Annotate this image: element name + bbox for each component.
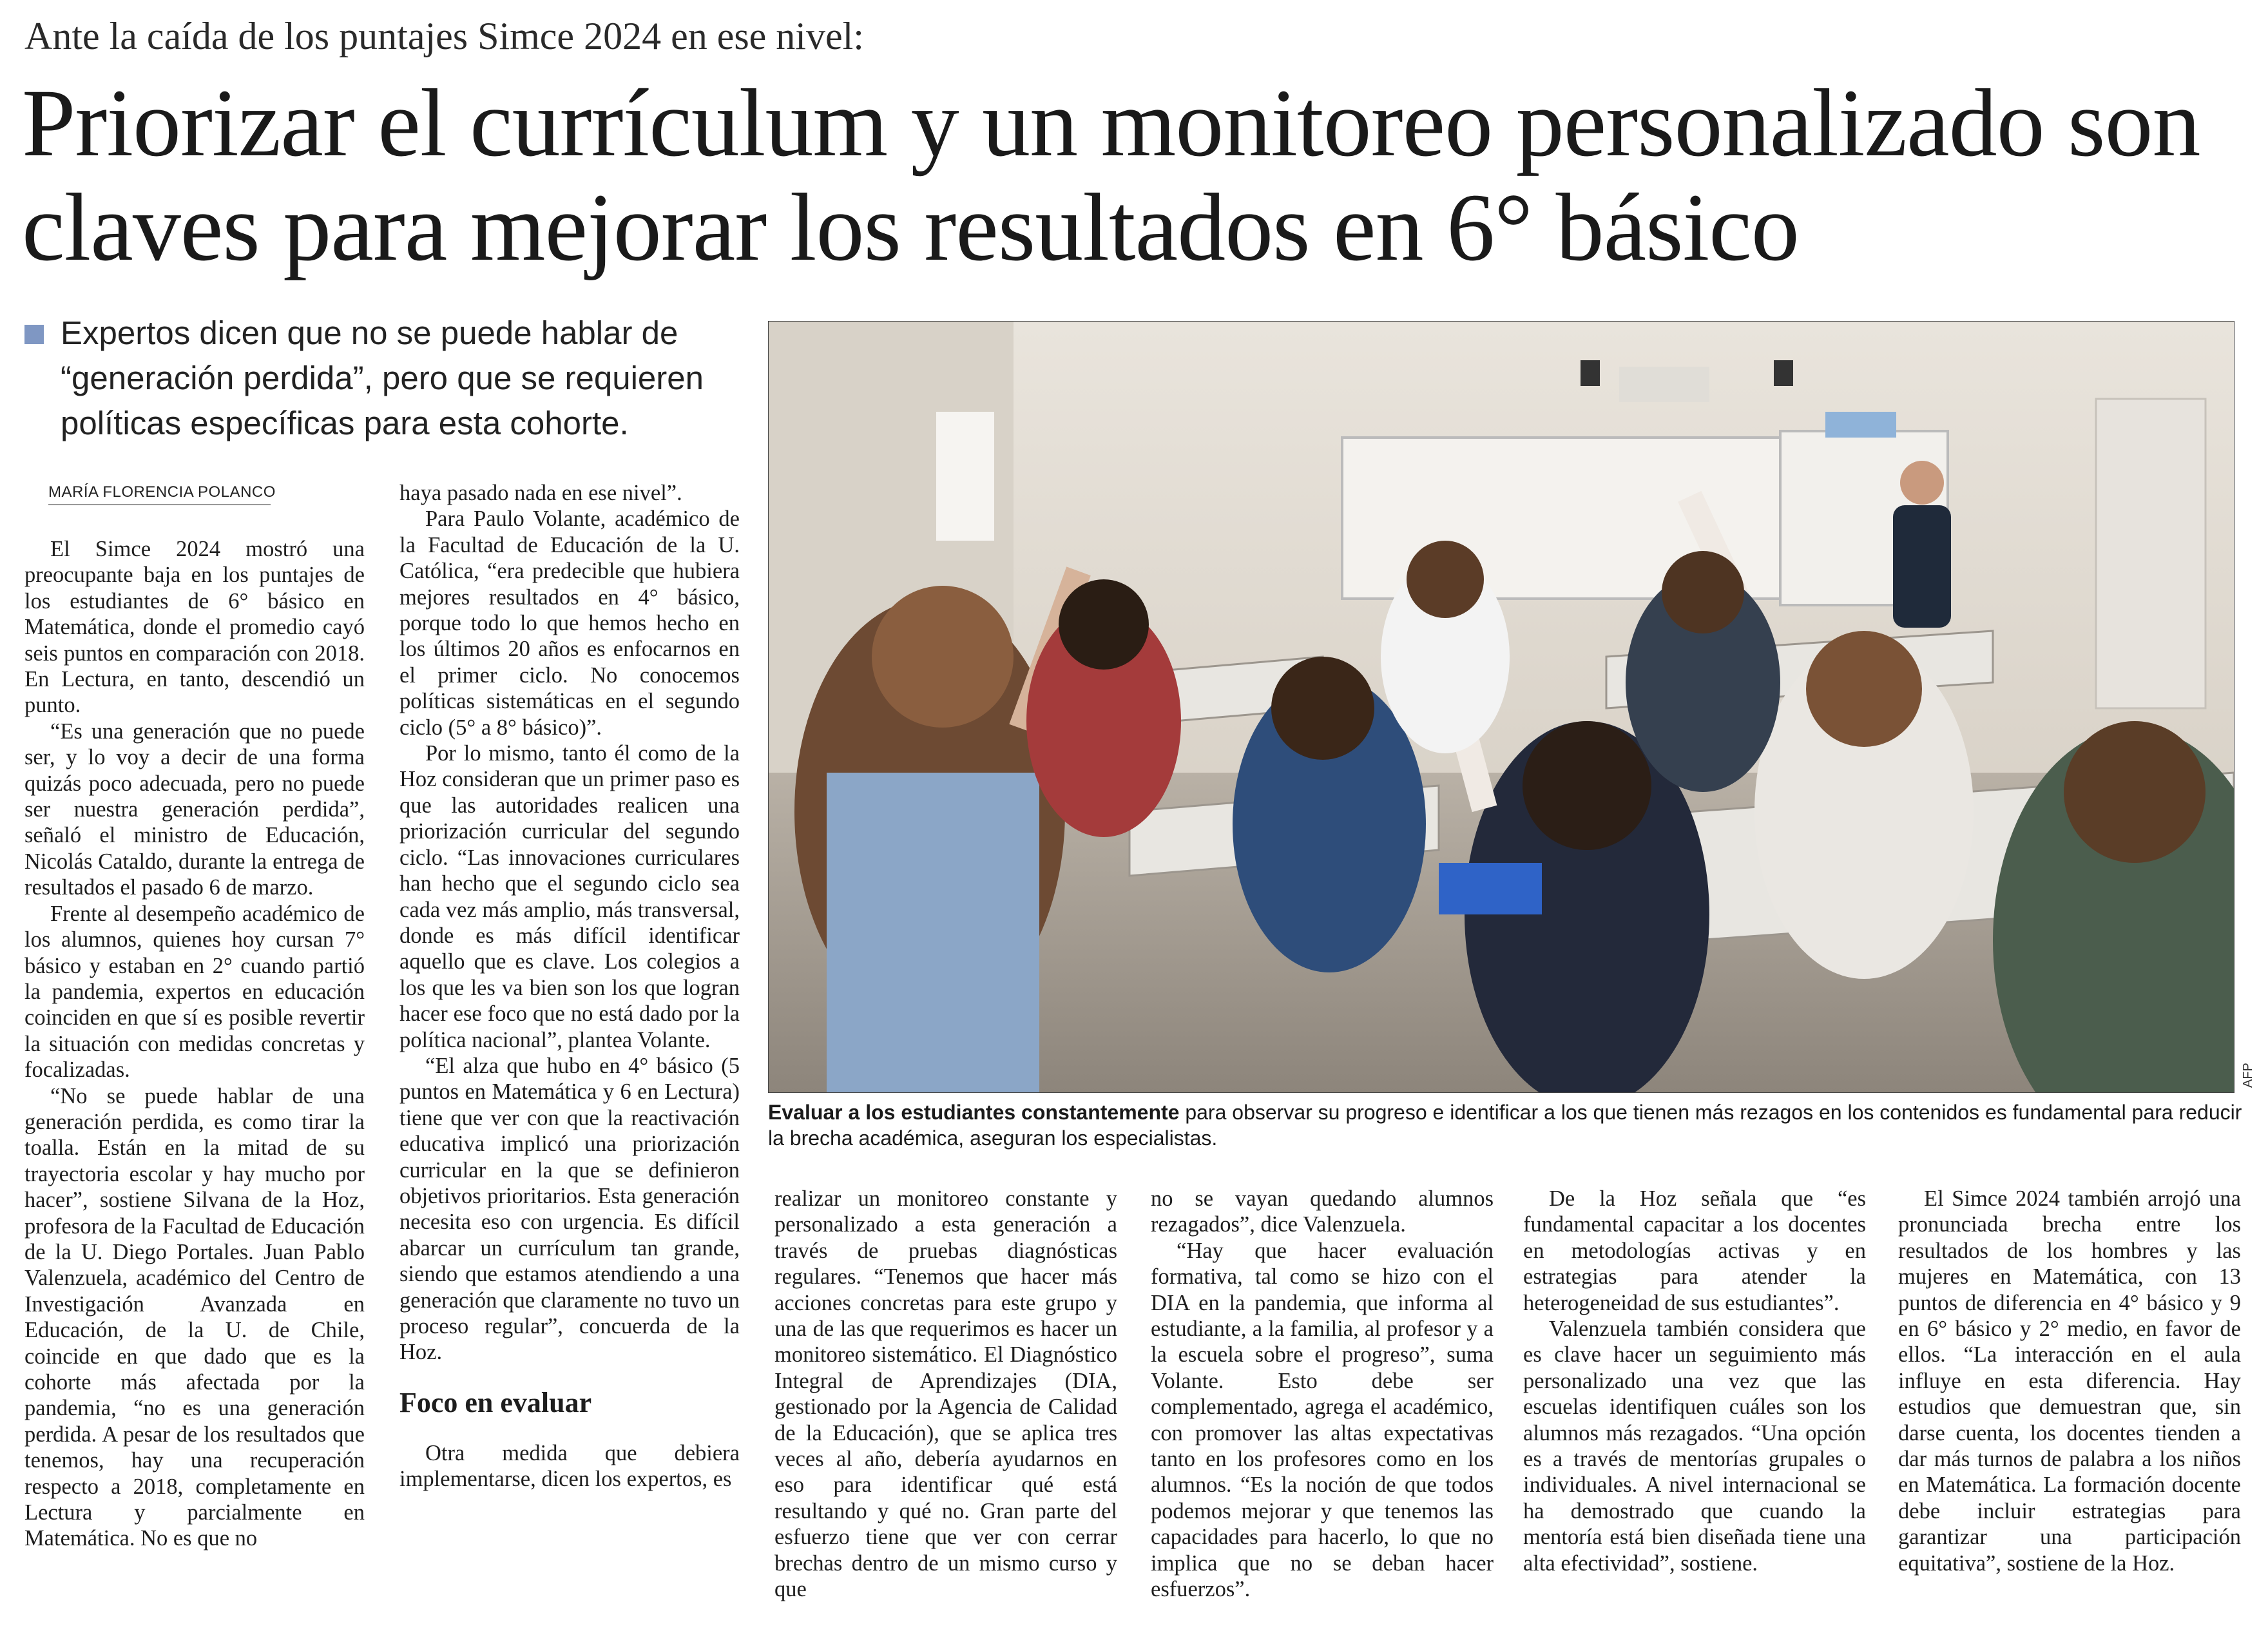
photo-caption — [768, 1099, 2244, 1151]
caption-body: para observar su progreso e identificar a los que tienen más rezagos en los contenidos es fundamental para reducir la brecha académica, aseguran los especialistas. — [768, 1101, 2242, 1150]
paragraph: Valenzuela también considera que es clave hacer un seguimiento más personalizado una vez que las escuelas identifiquen cuáles son los alumnos más rezagados. “Una opción es a través de mentorías grupales o individuales. A nivel internacional se ha demostrado que cuando la mentoría está bien diseñada tiene una alta efectividad”, sostiene. — [1523, 1317, 1866, 1576]
paragraph: “El alza que hubo en 4° básico (5 puntos en Matemática y 6 en Lectura) tiene que ver con que la reactivación educativa implicó una priorización curricular en la que se definieron objetivos prioritarios. Esta generación necesita eso con urgencia. Es difícil abarcar un currículum tan grande, siendo que estamos atendiendo a una generación que claramente no tuvo un proceso regular”, concuerda de la Hoz. — [399, 1053, 740, 1365]
byline: MARÍA FLORENCIA POLANCO — [48, 483, 276, 501]
paragraph: El Simce 2024 también arrojó una pronunciada brecha entre los resultados de los hombres y las mujeres en Matemática, con 13 puntos de diferencia en 4° básico y 9 en 6° básico y 2° medio, en favor de ellos. “La interacción en el aula influye en esta diferencia. Hay estudios que demuestran que, sin darse cuenta, los docentes tienden a dar más turnos de palabra a los niños en Matemática. La formación docente debe incluir estrategias para garantizar una participación equitativa”, sostiene de la Hoz. — [1898, 1186, 2241, 1576]
paragraph: El Simce 2024 mostró una preocupante baja en los puntajes de los estudiantes de 6° básico en Matemática, donde el promedio cayó seis puntos en comparación con 2018. En Lectura, en tanto, descendió un punto. — [24, 537, 365, 718]
summary-bullet-icon — [24, 325, 44, 344]
wall-poster — [1825, 412, 1896, 438]
column-5 — [1523, 1186, 1866, 1576]
blue-folder — [1439, 863, 1542, 914]
paragraph: “No se puede hablar de una generación perdida, es como tirar la toalla. Están en la mitad de su trayectoria escolar y hay mucho por hacer”, sostiene Silvana de la Hoz, profesora de la Facultad de Educación de la U. Diego Portales. Juan Pablo Valenzuela, académico del Centro de Investigación Avanzada en Educación, de la U. de Chile, coincide en que dado que es la cohorte más afectada por la pandemia, “no es una generación perdida. A pesar de los resultados que tenemos, hay una recuperación respecto a 2018, completamente en Lectura y parcialmente en Matemática. No es que no — [24, 1083, 365, 1551]
paragraph: Frente al desempeño académico de los alumnos, quienes hoy cursan 7° básico y estaban en 2° cuando partió la pandemia, expertos en educación coinciden en que sí es posible revertir la situación con medidas concretas y focalizadas. — [24, 901, 365, 1083]
paragraph: Para Paulo Volante, académico de la Facultad de Educación de la U. Católica, “era predecible que hubiera mejores resultados en 4° básico, porque todo lo que hemos hecho en los últimos 20 años es enfocarnos en el primer ciclo. No conocemos políticas sistemáticas en el segundo ciclo (5° a 8° básico)”. — [399, 507, 740, 740]
summary-text: Expertos dicen que no se puede hablar de “generación perdida”, pero que se requieren políticas específicas para esta cohorte. — [61, 314, 704, 441]
byline-rule — [48, 504, 271, 505]
speaker-right — [1774, 360, 1793, 386]
subheading: Foco en evaluar — [399, 1386, 592, 1418]
column-4 — [1151, 1186, 1494, 1603]
classroom-photo — [768, 321, 2234, 1093]
classroom-illustration — [769, 322, 2234, 1092]
paragraph: no se vayan quedando alumnos rezagados”, dice Valenzuela. — [1151, 1186, 1494, 1237]
paragraph: Otra medida que debiera implementarse, dicen los expertos, es — [399, 1440, 740, 1492]
paragraph: “Hay que hacer evaluación formativa, tal como se hizo con el DIA en la pandemia, que informa al estudiante, a la familia, al profesor y a la escuela sobre el progreso”, suma Volante. Esto debe ser complementado, agrega el académico, con promover las altas expectativas tanto en los profesores como en los alumnos. “Es la noción de que todos podemos mejorar y que tenemos las capacidades para hacerlo, lo que no implica que no se deban hacer esfuerzos”. — [1151, 1238, 1494, 1602]
window — [936, 412, 994, 541]
paragraph: realizar un monitoreo constante y personalizado a esta generación a través de pruebas diagnósticas regulares. “Tenemos que hacer más acciones concretas para este grupo y una de las que requerimos es hacer un monitoreo sistemático. El Diagnóstico Integral de Aprendizajes (DIA, gestionado por la Agencia de Calidad de la Educación), que se aplica tres veces al año, debería ayudarnos en eso para identificar qué está resultando y qué no. Gran parte del esfuerzo tiene que ver con cerrar brechas dentro de un mismo curso y que — [774, 1186, 1117, 1602]
projector — [1619, 367, 1709, 402]
column-1 — [24, 536, 365, 1552]
door — [2096, 399, 2206, 708]
kicker: Ante la caída de los puntajes Simce 2024 en ese nivel: — [24, 15, 864, 57]
summary-block — [24, 311, 753, 446]
column-3 — [774, 1186, 1117, 1603]
caption-lead: Evaluar a los estudiantes constantemente — [768, 1101, 1180, 1124]
paragraph: De la Hoz señala que “es fundamental capacitar a los docentes en metodologías activas y en estrategias para atender la heterogeneidad de sus estudiantes”. — [1523, 1186, 1866, 1315]
headline: Priorizar el currículum y un monitoreo personalizado son claves para mejorar los resultados en 6° básico — [22, 70, 2200, 281]
paragraph: Por lo mismo, tanto él como de la Hoz consideran que un primer paso es que las autoridades realicen una priorización curricular del segundo ciclo. “Las innovaciones curriculares han hecho que el segundo ciclo sea cada vez más amplio, más transversal, donde es más difícil identificar aquello que es clave. Los colegios a los que les va bien son los que logran hacer ese foco que no está dado por la política nacional”, plantea Volante. — [399, 741, 740, 1052]
column-2 — [399, 480, 740, 1492]
speaker-left — [1581, 360, 1600, 386]
photo-credit: AFP — [2241, 1063, 2255, 1088]
column-6 — [1898, 1186, 2241, 1576]
teacher — [1893, 461, 1951, 628]
paragraph: “Es una generación que no puede ser, y lo voy a decir de una forma quizás poco adecuada, pero no puede ser nuestra generación perdida”, señaló el ministro de Educación, Nicolás Cataldo, durante la entrega de resultados el pasado 6 de marzo. — [24, 719, 365, 900]
paragraph: haya pasado nada en ese nivel”. — [399, 481, 682, 505]
